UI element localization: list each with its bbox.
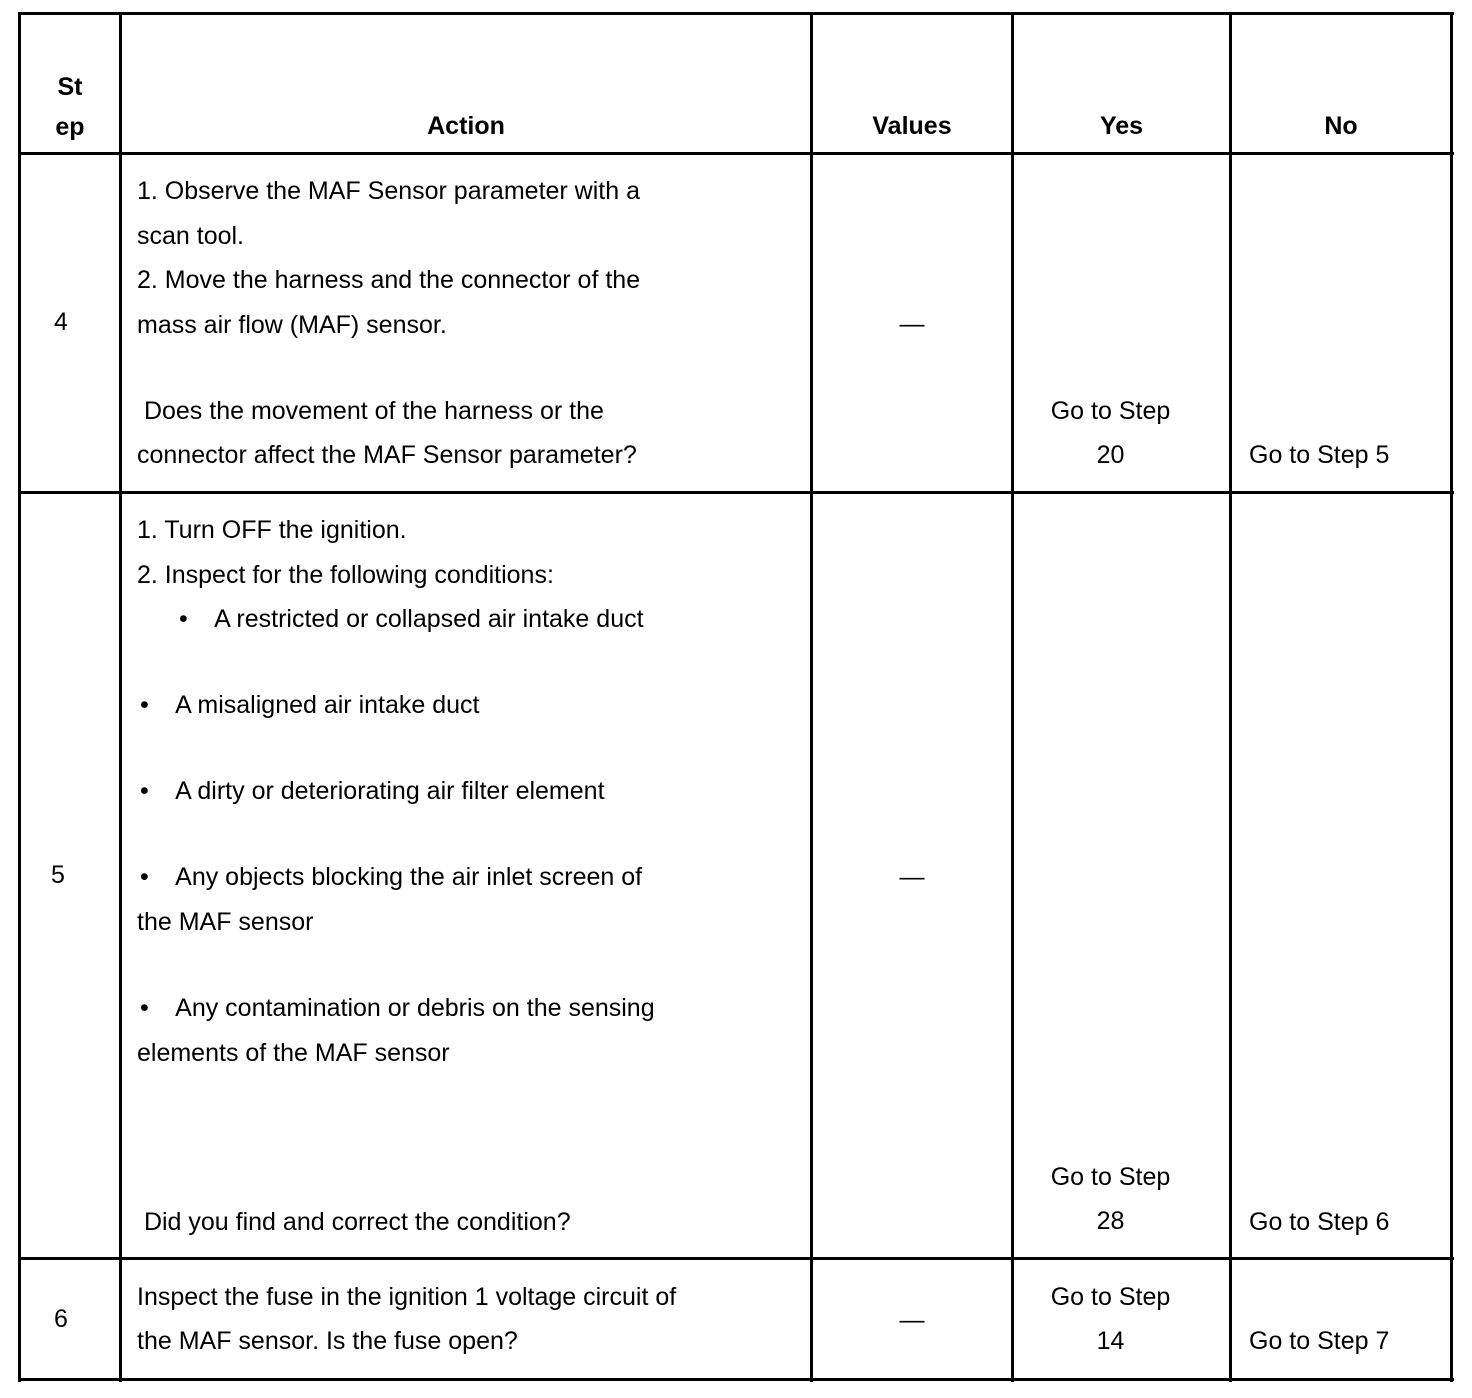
values-dash: — bbox=[899, 1306, 925, 1334]
action-question: Did you find and correct the condition? bbox=[137, 1208, 571, 1236]
action-bullet-cont: elements of the MAF sensor bbox=[137, 1039, 450, 1067]
grid-line bbox=[119, 12, 122, 1382]
action-bullet: • A restricted or collapsed air intake duct bbox=[179, 605, 644, 633]
header-step bbox=[21, 67, 119, 147]
grid-line bbox=[18, 12, 21, 1382]
values-dash: — bbox=[899, 863, 925, 891]
diagnostic-table bbox=[18, 12, 1454, 1382]
action-line: Inspect the fuse in the ignition 1 voltage circuit of bbox=[137, 1283, 677, 1311]
header-yes: Yes bbox=[1099, 112, 1144, 140]
step-number: 5 bbox=[51, 861, 65, 889]
action-line: scan tool. bbox=[137, 222, 245, 250]
yes-link bbox=[1014, 1155, 1207, 1243]
yes-line: Go to Step bbox=[1050, 1163, 1171, 1191]
action-line: 2. Inspect for the following conditions: bbox=[137, 561, 554, 589]
yes-link bbox=[1014, 1275, 1207, 1363]
grid-line bbox=[18, 152, 1454, 155]
header-values: Values bbox=[872, 112, 952, 140]
values-dash: — bbox=[899, 310, 925, 338]
action-bullet: • A misaligned air intake duct bbox=[140, 691, 480, 719]
no-link: Go to Step 5 bbox=[1249, 441, 1390, 469]
grid-line bbox=[18, 1378, 1454, 1381]
yes-line: 14 bbox=[1096, 1327, 1125, 1355]
action-question: connector affect the MAF Sensor parameter? bbox=[137, 441, 637, 469]
action-bullet: • A dirty or deteriorating air filter element bbox=[140, 777, 605, 805]
grid-line bbox=[18, 1257, 1454, 1260]
grid-line bbox=[810, 12, 813, 1382]
step-number: 4 bbox=[54, 308, 68, 336]
action-line: 1. Turn OFF the ignition. bbox=[137, 516, 407, 544]
yes-line: Go to Step bbox=[1050, 1283, 1171, 1311]
yes-line: 28 bbox=[1096, 1207, 1125, 1235]
action-line: 1. Observe the MAF Sensor parameter with a bbox=[137, 177, 640, 205]
action-bullet-cont: the MAF sensor bbox=[137, 908, 314, 936]
no-link: Go to Step 6 bbox=[1249, 1208, 1390, 1236]
action-line: the MAF sensor. Is the fuse open? bbox=[137, 1327, 518, 1355]
step-number: 6 bbox=[54, 1305, 68, 1333]
grid-line bbox=[1450, 12, 1453, 1382]
header-action: Action bbox=[427, 112, 505, 140]
no-link: Go to Step 7 bbox=[1249, 1327, 1390, 1355]
grid-line bbox=[1229, 12, 1232, 1382]
action-bullet: • Any contamination or debris on the sensing bbox=[140, 994, 655, 1022]
header-no: No bbox=[1324, 112, 1358, 140]
action-bullet: • Any objects blocking the air inlet screen of bbox=[140, 863, 643, 891]
grid-line bbox=[18, 12, 1454, 15]
header-step-line2: ep bbox=[55, 113, 85, 141]
action-line: 2. Move the harness and the connector of the bbox=[137, 266, 641, 294]
action-line: mass air flow (MAF) sensor. bbox=[137, 311, 447, 339]
yes-line: 20 bbox=[1096, 441, 1125, 469]
action-question: Does the movement of the harness or the bbox=[137, 397, 604, 425]
grid-line bbox=[18, 491, 1454, 494]
yes-link bbox=[1014, 389, 1207, 477]
header-step-line1: St bbox=[57, 73, 83, 101]
yes-line: Go to Step bbox=[1050, 397, 1171, 425]
